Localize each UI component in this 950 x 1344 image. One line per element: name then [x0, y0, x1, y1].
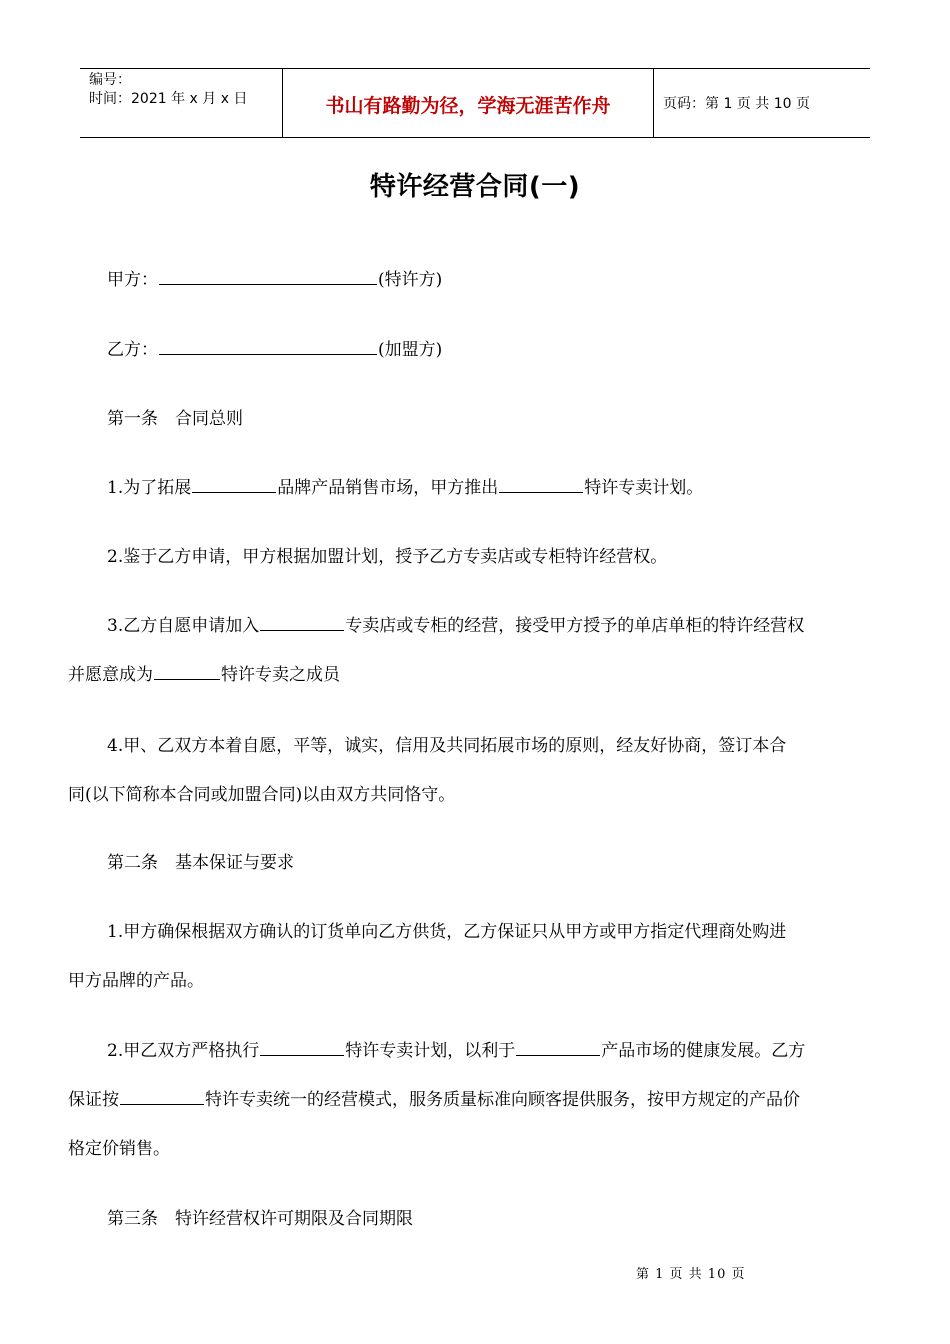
- article-1-para-2: 2.鉴于乙方申请，甲方根据加盟计划，授予乙方专卖店或专柜特许经营权。: [107, 547, 668, 567]
- fill-blank: [120, 1090, 204, 1105]
- text-segment: 特许专卖计划。: [584, 478, 704, 498]
- article-1-para-3-line-1: [68, 611, 884, 636]
- article-2-para-2-line-3: 格定价销售。: [68, 1139, 170, 1159]
- article-2-heading: 第二条 基本保证与要求: [107, 853, 294, 873]
- text-segment: 特许专卖统一的经营模式，服务质量标准向顾客提供服务，按甲方规定的产品价: [205, 1090, 800, 1110]
- article-1-para-1: [68, 473, 884, 498]
- text-segment: 保证按: [68, 1090, 119, 1110]
- document-number: 编号：: [89, 72, 131, 88]
- document-header: [80, 68, 870, 138]
- article-1-para-4-line-1: 4.甲、乙双方本着自愿，平等，诚实，信用及共同拓展市场的原则，经友好协商，签订本合: [107, 736, 787, 756]
- text-segment: 并愿意成为: [68, 665, 153, 685]
- motto-text: 书山有路勤为径，学海无涯苦作舟: [325, 94, 611, 117]
- text-segment: 专卖店或专柜的经营，接受甲方授予的单店单柜的特许经营权: [345, 616, 805, 636]
- fill-blank: [499, 478, 583, 493]
- party-a-label: 甲方：: [107, 270, 158, 290]
- text-segment: 1.为了拓展: [107, 478, 192, 498]
- article-1-para-4-line-2: 同(以下简称本合同或加盟合同)以由双方共同恪守。: [68, 785, 456, 805]
- text-segment: 2.甲乙双方严格执行: [107, 1041, 260, 1061]
- page-footer: 第 1 页 共 10 页: [636, 1267, 746, 1282]
- fill-blank: [154, 665, 220, 680]
- document-title: 特许经营合同(一): [369, 172, 581, 202]
- party-a-line: [68, 265, 884, 290]
- fill-blank: [260, 616, 344, 631]
- article-1-para-3-line-2: [68, 660, 884, 685]
- article-1-heading: 第一条 合同总则: [107, 409, 243, 429]
- text-segment: 产品市场的健康发展。乙方: [601, 1041, 806, 1061]
- article-2-para-1-line-2: 甲方品牌的产品。: [68, 971, 204, 991]
- article-2-para-2-line-1: [68, 1036, 884, 1061]
- party-b-blank: [159, 340, 377, 355]
- header-motto: [282, 69, 654, 137]
- fill-blank: [260, 1041, 344, 1056]
- text-segment: 特许专卖计划，以利于: [345, 1041, 516, 1061]
- party-b-label: 乙方：: [107, 340, 158, 360]
- article-2-para-2-line-2: [68, 1085, 884, 1110]
- document-date: 时间：2021 年 x 月 x 日: [89, 91, 248, 107]
- party-b-line: [68, 335, 884, 360]
- text-segment: 3.乙方自愿申请加入: [107, 616, 260, 636]
- article-3-heading: 第三条 特许经营权许可期限及合同期限: [107, 1209, 413, 1229]
- party-b-note: (加盟方): [378, 340, 443, 360]
- text-segment: 特许专卖之成员: [221, 665, 340, 685]
- party-a-blank: [159, 270, 377, 285]
- header-meta: [80, 69, 282, 137]
- party-a-note: (特许方): [378, 270, 443, 290]
- article-2-para-1-line-1: 1.甲方确保根据双方确认的订货单向乙方供货，乙方保证只从甲方或甲方指定代理商处购进: [107, 922, 787, 942]
- fill-blank: [516, 1041, 600, 1056]
- text-segment: 品牌产品销售市场，甲方推出: [277, 478, 499, 498]
- header-page-info: 页码：第 1 页 共 10 页: [663, 96, 810, 112]
- fill-blank: [192, 478, 276, 493]
